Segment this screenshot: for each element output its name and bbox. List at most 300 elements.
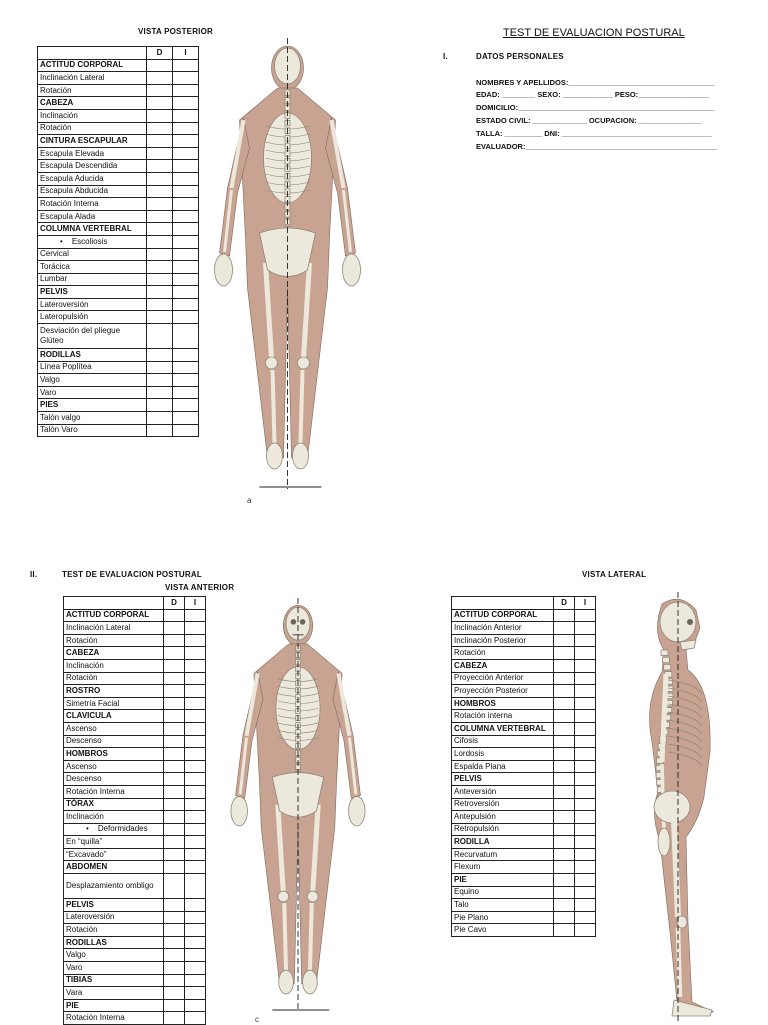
anterior-title: VISTA ANTERIOR bbox=[165, 583, 235, 592]
check-cell-i[interactable] bbox=[185, 962, 206, 975]
row-label: Rotación bbox=[64, 924, 164, 937]
knee-cap bbox=[266, 357, 278, 369]
check-cell-d[interactable] bbox=[164, 936, 185, 949]
table-row bbox=[64, 811, 206, 824]
foot bbox=[267, 443, 283, 469]
check-cell-d[interactable] bbox=[164, 874, 185, 899]
check-cell-d[interactable] bbox=[554, 685, 575, 698]
check-cell-i[interactable] bbox=[575, 874, 596, 887]
table-row bbox=[452, 659, 596, 672]
check-cell-d[interactable] bbox=[164, 911, 185, 924]
table-row bbox=[452, 722, 596, 735]
right-hand bbox=[349, 796, 366, 825]
check-cell-d[interactable] bbox=[147, 109, 173, 122]
table-header-row bbox=[38, 47, 199, 60]
check-cell-i[interactable] bbox=[173, 122, 199, 135]
check-cell-d[interactable] bbox=[554, 634, 575, 647]
row-label: En “quilla” bbox=[64, 836, 164, 849]
table-row bbox=[452, 811, 596, 824]
check-cell-d[interactable] bbox=[164, 773, 185, 786]
check-cell-i[interactable] bbox=[185, 722, 206, 735]
check-cell-i[interactable] bbox=[575, 924, 596, 937]
row-label: CABEZA bbox=[452, 659, 554, 672]
check-cell-i[interactable] bbox=[575, 748, 596, 761]
section2-numeral: II. bbox=[30, 570, 38, 579]
row-label: Rotación Interna bbox=[38, 198, 147, 211]
row-label: PELVIS bbox=[64, 899, 164, 912]
check-cell-i[interactable] bbox=[173, 386, 199, 399]
check-cell-d[interactable] bbox=[147, 286, 173, 299]
check-cell-d[interactable] bbox=[554, 848, 575, 861]
check-cell-i[interactable] bbox=[173, 109, 199, 122]
check-cell-i[interactable] bbox=[185, 710, 206, 723]
personal-data-field[interactable]: DOMICILIO:_______________________________________________ bbox=[476, 103, 715, 112]
row-label: PIE bbox=[452, 874, 554, 887]
table-row bbox=[64, 1012, 206, 1025]
check-cell-i[interactable] bbox=[173, 298, 199, 311]
main-title: TEST DE EVALUACION POSTURAL bbox=[503, 27, 685, 39]
table-row bbox=[64, 861, 206, 874]
check-cell-i[interactable] bbox=[575, 823, 596, 836]
row-label: Escapula Alada bbox=[38, 210, 147, 223]
check-cell-i[interactable] bbox=[185, 936, 206, 949]
check-cell-d[interactable] bbox=[164, 899, 185, 912]
check-cell-d[interactable] bbox=[147, 261, 173, 274]
check-cell-i[interactable] bbox=[575, 735, 596, 748]
check-cell-i[interactable] bbox=[185, 622, 206, 635]
check-cell-d[interactable] bbox=[164, 672, 185, 685]
check-cell-i[interactable] bbox=[173, 72, 199, 85]
check-cell-d[interactable] bbox=[147, 298, 173, 311]
check-cell-d[interactable] bbox=[147, 223, 173, 236]
row-label: Inclinación bbox=[64, 811, 164, 824]
personal-data-field[interactable]: EDAD: ________ SEXO: ____________ PESO:_________________ bbox=[476, 90, 710, 99]
table-row bbox=[64, 999, 206, 1012]
check-cell-i[interactable] bbox=[575, 685, 596, 698]
check-cell-i[interactable] bbox=[173, 248, 199, 261]
check-cell-d[interactable] bbox=[164, 823, 185, 836]
check-cell-i[interactable] bbox=[173, 160, 199, 173]
section1-numeral: I. bbox=[443, 52, 448, 61]
check-cell-i[interactable] bbox=[185, 999, 206, 1012]
table-row bbox=[38, 185, 199, 198]
row-label: Anteversión bbox=[452, 785, 554, 798]
table-row bbox=[452, 886, 596, 899]
row-label: CINTURA ESCAPULAR bbox=[38, 135, 147, 148]
table-row bbox=[38, 386, 199, 399]
table-row bbox=[38, 273, 199, 286]
check-cell-i[interactable] bbox=[173, 210, 199, 223]
column-i-header: I bbox=[575, 597, 596, 610]
check-cell-d[interactable] bbox=[554, 911, 575, 924]
check-cell-i[interactable] bbox=[575, 647, 596, 660]
check-cell-i[interactable] bbox=[185, 861, 206, 874]
check-cell-d[interactable] bbox=[147, 160, 173, 173]
check-cell-d[interactable] bbox=[554, 899, 575, 912]
row-label: Inclinación bbox=[38, 109, 147, 122]
check-cell-d[interactable] bbox=[554, 735, 575, 748]
table-row bbox=[452, 823, 596, 836]
left-hand bbox=[215, 254, 233, 286]
check-cell-i[interactable] bbox=[185, 685, 206, 698]
check-cell-i[interactable] bbox=[185, 609, 206, 622]
table-row bbox=[38, 286, 199, 299]
check-cell-d[interactable] bbox=[164, 748, 185, 761]
table-row bbox=[38, 72, 199, 85]
check-cell-i[interactable] bbox=[173, 172, 199, 185]
check-cell-i[interactable] bbox=[173, 97, 199, 110]
table-row bbox=[38, 223, 199, 236]
check-cell-d[interactable] bbox=[147, 210, 173, 223]
row-label: Torácica bbox=[38, 261, 147, 274]
row-label: Talo bbox=[452, 899, 554, 912]
check-cell-i[interactable] bbox=[173, 399, 199, 412]
check-cell-d[interactable] bbox=[147, 59, 173, 72]
figure-caption-c: c bbox=[255, 1015, 259, 1024]
check-cell-d[interactable] bbox=[164, 760, 185, 773]
table-row bbox=[452, 710, 596, 723]
check-cell-d[interactable] bbox=[147, 324, 173, 349]
row-label: Recurvatum bbox=[452, 848, 554, 861]
personal-data-form bbox=[476, 76, 717, 153]
check-cell-i[interactable] bbox=[575, 622, 596, 635]
table-row bbox=[64, 836, 206, 849]
check-cell-d[interactable] bbox=[164, 609, 185, 622]
check-cell-i[interactable] bbox=[185, 987, 206, 1000]
check-cell-i[interactable] bbox=[575, 848, 596, 861]
pelvis bbox=[260, 228, 316, 277]
table-row bbox=[38, 122, 199, 135]
check-cell-d[interactable] bbox=[147, 361, 173, 374]
table-row bbox=[38, 235, 199, 248]
table-row bbox=[452, 735, 596, 748]
check-cell-d[interactable] bbox=[554, 798, 575, 811]
check-cell-d[interactable] bbox=[147, 273, 173, 286]
check-cell-d[interactable] bbox=[164, 987, 185, 1000]
check-cell-d[interactable] bbox=[147, 84, 173, 97]
check-cell-d[interactable] bbox=[147, 424, 173, 437]
check-cell-i[interactable] bbox=[185, 874, 206, 899]
check-cell-i[interactable] bbox=[185, 1012, 206, 1025]
personal-data-field[interactable]: TALLA: _________ DNI: ____________________________________ bbox=[476, 129, 712, 138]
check-cell-i[interactable] bbox=[575, 836, 596, 849]
check-cell-d[interactable] bbox=[164, 836, 185, 849]
check-cell-d[interactable] bbox=[554, 773, 575, 786]
row-label: CLAVICULA bbox=[64, 710, 164, 723]
check-cell-d[interactable] bbox=[147, 72, 173, 85]
table-row bbox=[64, 987, 206, 1000]
check-cell-d[interactable] bbox=[147, 311, 173, 324]
row-label: ROSTRO bbox=[64, 685, 164, 698]
check-cell-i[interactable] bbox=[173, 198, 199, 211]
row-label: Rotación Interna bbox=[64, 1012, 164, 1025]
check-cell-d[interactable] bbox=[147, 185, 173, 198]
lateral-table bbox=[451, 596, 596, 937]
check-cell-d[interactable] bbox=[147, 172, 173, 185]
check-cell-d[interactable] bbox=[554, 823, 575, 836]
check-cell-d[interactable] bbox=[164, 1012, 185, 1025]
row-label: Rotación bbox=[64, 634, 164, 647]
personal-data-field[interactable]: EVALUADOR:______________________________________________ bbox=[476, 142, 718, 151]
row-label: Escapula Elevada bbox=[38, 147, 147, 160]
table-row bbox=[38, 97, 199, 110]
check-cell-i[interactable] bbox=[173, 261, 199, 274]
vertebra bbox=[664, 664, 671, 670]
check-cell-d[interactable] bbox=[147, 135, 173, 148]
check-cell-d[interactable] bbox=[147, 349, 173, 362]
check-cell-i[interactable] bbox=[185, 924, 206, 937]
check-cell-i[interactable] bbox=[173, 235, 199, 248]
check-cell-d[interactable] bbox=[554, 811, 575, 824]
check-cell-i[interactable] bbox=[185, 760, 206, 773]
check-cell-i[interactable] bbox=[575, 899, 596, 912]
tibia bbox=[273, 370, 275, 443]
row-label: ABDOMEN bbox=[64, 861, 164, 874]
table-row bbox=[452, 773, 596, 786]
row-label: CABEZA bbox=[64, 647, 164, 660]
check-cell-d[interactable] bbox=[147, 374, 173, 387]
check-cell-i[interactable] bbox=[575, 785, 596, 798]
section1-title: DATOS PERSONALES bbox=[476, 52, 564, 61]
row-label: ACTITUD CORPORAL bbox=[38, 59, 147, 72]
check-cell-d[interactable] bbox=[554, 622, 575, 635]
row-label: Pie Cavo bbox=[452, 924, 554, 937]
check-cell-d[interactable] bbox=[554, 609, 575, 622]
table-row bbox=[38, 84, 199, 97]
check-cell-i[interactable] bbox=[185, 974, 206, 987]
check-cell-d[interactable] bbox=[554, 748, 575, 761]
table-row bbox=[452, 836, 596, 849]
check-cell-d[interactable] bbox=[554, 722, 575, 735]
check-cell-d[interactable] bbox=[554, 760, 575, 773]
row-label: PIES bbox=[38, 399, 147, 412]
check-cell-i[interactable] bbox=[575, 634, 596, 647]
check-cell-i[interactable] bbox=[185, 659, 206, 672]
row-label: RODILLAS bbox=[38, 349, 147, 362]
check-cell-i[interactable] bbox=[173, 424, 199, 437]
figure-caption-a: a bbox=[247, 496, 252, 505]
posterior-table bbox=[37, 46, 199, 437]
check-cell-d[interactable] bbox=[164, 647, 185, 660]
check-cell-d[interactable] bbox=[164, 848, 185, 861]
check-cell-i[interactable] bbox=[173, 349, 199, 362]
check-cell-i[interactable] bbox=[575, 710, 596, 723]
check-cell-i[interactable] bbox=[575, 861, 596, 874]
table-row bbox=[452, 672, 596, 685]
check-cell-d[interactable] bbox=[554, 924, 575, 937]
check-cell-i[interactable] bbox=[575, 811, 596, 824]
row-label: • Escoliosis bbox=[38, 235, 147, 248]
table-row bbox=[38, 399, 199, 412]
check-cell-i[interactable] bbox=[185, 672, 206, 685]
check-cell-d[interactable] bbox=[147, 386, 173, 399]
left-eye-socket bbox=[291, 619, 297, 625]
row-label: Talón valgo bbox=[38, 412, 147, 425]
check-cell-d[interactable] bbox=[147, 399, 173, 412]
check-cell-d[interactable] bbox=[147, 122, 173, 135]
table-row bbox=[452, 760, 596, 773]
row-label: Rotación bbox=[38, 84, 147, 97]
check-cell-d[interactable] bbox=[164, 659, 185, 672]
check-cell-i[interactable] bbox=[185, 647, 206, 660]
check-cell-i[interactable] bbox=[185, 823, 206, 836]
row-label: ACTITUD CORPORAL bbox=[452, 609, 554, 622]
check-cell-i[interactable] bbox=[575, 659, 596, 672]
table-row bbox=[38, 198, 199, 211]
check-cell-d[interactable] bbox=[164, 697, 185, 710]
check-cell-i[interactable] bbox=[575, 760, 596, 773]
check-cell-i[interactable] bbox=[173, 311, 199, 324]
check-cell-i[interactable] bbox=[173, 84, 199, 97]
table-row bbox=[64, 924, 206, 937]
row-label: Inclinación Lateral bbox=[64, 622, 164, 635]
check-cell-i[interactable] bbox=[185, 949, 206, 962]
check-cell-d[interactable] bbox=[554, 785, 575, 798]
check-cell-d[interactable] bbox=[147, 248, 173, 261]
check-cell-i[interactable] bbox=[185, 911, 206, 924]
check-cell-i[interactable] bbox=[173, 59, 199, 72]
column-d-header: D bbox=[554, 597, 575, 610]
check-cell-d[interactable] bbox=[147, 147, 173, 160]
check-cell-d[interactable] bbox=[147, 97, 173, 110]
row-label: Ascenso bbox=[64, 760, 164, 773]
table-row bbox=[64, 748, 206, 761]
check-cell-d[interactable] bbox=[164, 962, 185, 975]
table-row bbox=[452, 861, 596, 874]
table-row bbox=[452, 647, 596, 660]
check-cell-i[interactable] bbox=[185, 773, 206, 786]
table-row bbox=[38, 160, 199, 173]
check-cell-d[interactable] bbox=[554, 710, 575, 723]
table-row bbox=[38, 59, 199, 72]
table-row bbox=[64, 722, 206, 735]
check-cell-d[interactable] bbox=[554, 836, 575, 849]
personal-data-field[interactable]: ESTADO CIVIL: _____________ OCUPACION: _______________ bbox=[476, 116, 702, 125]
check-cell-i[interactable] bbox=[575, 697, 596, 710]
table-row bbox=[452, 785, 596, 798]
row-label: Cervical bbox=[38, 248, 147, 261]
check-cell-i[interactable] bbox=[185, 811, 206, 824]
check-cell-i[interactable] bbox=[173, 361, 199, 374]
table-row bbox=[452, 685, 596, 698]
table-row bbox=[452, 924, 596, 937]
check-cell-d[interactable] bbox=[164, 685, 185, 698]
check-cell-i[interactable] bbox=[173, 185, 199, 198]
row-label: Rotación bbox=[64, 672, 164, 685]
check-cell-d[interactable] bbox=[554, 659, 575, 672]
check-cell-d[interactable] bbox=[554, 874, 575, 887]
table-row bbox=[452, 748, 596, 761]
row-label: Talón Varo bbox=[38, 424, 147, 437]
table-row bbox=[38, 298, 199, 311]
check-cell-d[interactable] bbox=[554, 886, 575, 899]
table-row bbox=[64, 962, 206, 975]
personal-data-field[interactable]: NOMBRES Y APELLIDOS:___________________________________ bbox=[476, 78, 715, 87]
row-label: COLUMNA VERTEBRAL bbox=[452, 722, 554, 735]
check-cell-i[interactable] bbox=[173, 412, 199, 425]
check-cell-d[interactable] bbox=[147, 198, 173, 211]
check-cell-d[interactable] bbox=[554, 647, 575, 660]
check-cell-i[interactable] bbox=[575, 886, 596, 899]
check-cell-i[interactable] bbox=[185, 697, 206, 710]
check-cell-i[interactable] bbox=[575, 798, 596, 811]
check-cell-i[interactable] bbox=[185, 798, 206, 811]
check-cell-i[interactable] bbox=[173, 374, 199, 387]
tibia bbox=[284, 903, 286, 970]
row-label: Varo bbox=[64, 962, 164, 975]
check-cell-i[interactable] bbox=[173, 147, 199, 160]
column-d-header: D bbox=[147, 47, 173, 60]
skeleton-lateral-figure bbox=[622, 592, 742, 1022]
check-cell-d[interactable] bbox=[164, 974, 185, 987]
table-row bbox=[64, 659, 206, 672]
check-cell-i[interactable] bbox=[575, 773, 596, 786]
check-cell-d[interactable] bbox=[554, 697, 575, 710]
check-cell-d[interactable] bbox=[164, 710, 185, 723]
check-cell-i[interactable] bbox=[173, 223, 199, 236]
table-row bbox=[38, 109, 199, 122]
row-label: Inclinación Anterior bbox=[452, 622, 554, 635]
check-cell-i[interactable] bbox=[575, 722, 596, 735]
check-cell-d[interactable] bbox=[164, 735, 185, 748]
row-label: Vara bbox=[64, 987, 164, 1000]
row-label: Lateropulsión bbox=[38, 311, 147, 324]
check-cell-d[interactable] bbox=[164, 722, 185, 735]
check-cell-i[interactable] bbox=[575, 672, 596, 685]
check-cell-d[interactable] bbox=[164, 861, 185, 874]
row-label: Proyección Posterior bbox=[452, 685, 554, 698]
check-cell-d[interactable] bbox=[164, 999, 185, 1012]
table-row bbox=[38, 261, 199, 274]
check-cell-i[interactable] bbox=[185, 848, 206, 861]
table-row bbox=[64, 974, 206, 987]
check-cell-i[interactable] bbox=[185, 634, 206, 647]
check-cell-d[interactable] bbox=[164, 798, 185, 811]
check-cell-i[interactable] bbox=[185, 748, 206, 761]
check-cell-d[interactable] bbox=[164, 924, 185, 937]
check-cell-d[interactable] bbox=[164, 785, 185, 798]
check-cell-i[interactable] bbox=[173, 324, 199, 349]
check-cell-i[interactable] bbox=[173, 273, 199, 286]
check-cell-d[interactable] bbox=[147, 235, 173, 248]
check-cell-d[interactable] bbox=[164, 634, 185, 647]
table-row bbox=[64, 848, 206, 861]
check-cell-i[interactable] bbox=[173, 286, 199, 299]
row-label: Desviación del pliegue Glúteo bbox=[38, 324, 147, 349]
table-row bbox=[38, 147, 199, 160]
check-cell-i[interactable] bbox=[185, 899, 206, 912]
lateral-title: VISTA LATERAL bbox=[582, 570, 647, 579]
row-label: Inclinación bbox=[64, 659, 164, 672]
check-cell-i[interactable] bbox=[575, 609, 596, 622]
check-cell-i[interactable] bbox=[185, 735, 206, 748]
check-cell-i[interactable] bbox=[173, 135, 199, 148]
check-cell-d[interactable] bbox=[147, 412, 173, 425]
check-cell-d[interactable] bbox=[554, 861, 575, 874]
table-row bbox=[452, 622, 596, 635]
knee-cap bbox=[278, 891, 289, 902]
check-cell-i[interactable] bbox=[185, 836, 206, 849]
check-cell-d[interactable] bbox=[164, 622, 185, 635]
check-cell-d[interactable] bbox=[164, 811, 185, 824]
check-cell-i[interactable] bbox=[185, 785, 206, 798]
check-cell-d[interactable] bbox=[164, 949, 185, 962]
check-cell-d[interactable] bbox=[554, 672, 575, 685]
table-header-row bbox=[452, 597, 596, 610]
knee-cap bbox=[677, 916, 687, 928]
table-row bbox=[452, 609, 596, 622]
check-cell-i[interactable] bbox=[575, 911, 596, 924]
